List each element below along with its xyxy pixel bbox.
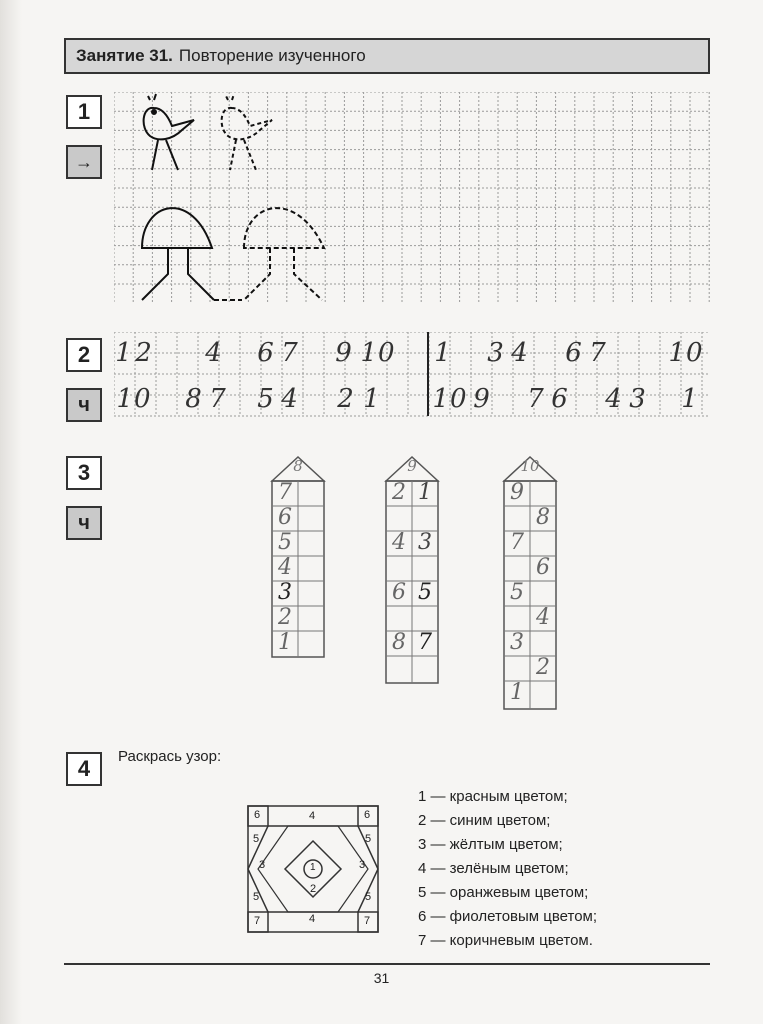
house-cell [386,555,412,580]
num-cell: 7 [589,338,607,368]
num-cell: 10 [668,338,704,368]
number-row-1-right [432,334,706,368]
number-row-2-left [114,380,386,414]
num-cell: 7 [281,338,299,368]
house-cell: 3 [278,580,292,605]
pattern-label-3: 3 [359,859,366,871]
bird-drawing-solid [144,94,194,170]
num-cell: 10 [360,338,396,368]
legend-item: 1 — красным цветом; [418,788,568,805]
num-cell: 8 [185,384,203,414]
legend-item: 6 — фиолетовым цветом; [418,908,598,925]
task-4-number: 4 [66,752,102,786]
pattern-label-4: 4 [309,913,316,925]
house-cell [504,555,530,580]
house-cell: 2 [536,655,550,680]
num-cell: 1 [434,338,452,368]
house-cell: 1 [418,480,432,505]
mushroom-drawing-dashed [214,208,324,300]
house-cell: 4 [392,530,406,555]
house-roof-number: 8 [293,457,303,475]
task-2-marker: ч [66,388,102,422]
house-cell: 6 [278,505,292,530]
house-left-column [386,480,412,655]
number-row-2-right [430,380,704,414]
num-cell: 10 [432,384,468,414]
house-cell: 3 [418,530,432,555]
num-cell: 7 [527,384,545,414]
num-cell: 3 [629,384,647,414]
pattern-label-5: 5 [365,891,372,903]
legend-item: 7 — коричневым цветом. [418,932,593,949]
num-cell: 1 [363,384,381,414]
house-cell: 6 [392,580,406,605]
lesson-title: Повторение изученного [178,46,366,65]
pattern-label-2: 2 [310,883,317,895]
task-3-number: 3 [66,456,102,490]
task-3-marker: ч [66,506,102,540]
house-cell: 4 [278,555,292,580]
legend-item: 3 — жёлтым цветом; [418,836,563,853]
house-cell: 7 [510,530,524,555]
num-cell: 2 [135,338,153,368]
pattern-label-5: 5 [253,833,260,845]
num-cell: 9 [335,338,353,368]
house-cell [530,580,556,605]
house-left-column [272,480,298,655]
house-cell: 8 [536,505,550,530]
num-cell: 6 [565,338,583,368]
num-cell: 5 [257,384,275,414]
house-cell: 2 [392,480,406,505]
house-cell: 7 [418,630,432,655]
pattern-label-7: 7 [254,915,261,927]
legend-item: 2 — синим цветом; [418,812,551,829]
house-cell [412,605,438,630]
pattern-label-4: 4 [309,810,316,822]
legend-item: 5 — оранжевым цветом; [418,884,589,901]
num-cell: 4 [281,384,299,414]
num-cell: 2 [337,384,355,414]
house-cell [530,630,556,655]
house-cell: 2 [278,605,292,630]
task-1-grid [114,92,712,304]
house-cell [530,480,556,505]
house-cell [412,555,438,580]
legend-item: 4 — зелёным цветом; [418,860,569,877]
pattern-label-6: 6 [364,809,371,821]
house-cell: 9 [510,480,524,505]
num-cell: 6 [551,384,569,414]
house-cell: 8 [392,630,406,655]
number-row-1-left [114,334,398,368]
lesson-label: Занятие 31. [76,46,173,65]
num-cell: 1 [681,384,699,414]
page-gutter-shadow [0,0,22,1024]
pattern-label-6: 6 [254,809,261,821]
num-cell: 4 [605,384,623,414]
house-cell [530,530,556,555]
color-legend [418,785,597,953]
pattern-label-1: 1 [310,862,316,873]
house-cell: 6 [536,555,550,580]
pattern-label-5: 5 [365,833,372,845]
num-cell: 4 [205,338,223,368]
pattern-label-3: 3 [259,859,266,871]
house-right-column [530,480,556,680]
house-cell [504,605,530,630]
task-1-number: 1 [66,95,102,129]
house-cell: 3 [510,630,524,655]
num-cell: 7 [209,384,227,414]
house-cell: 7 [278,480,292,505]
footer-divider [64,963,710,965]
pattern-label-7: 7 [364,915,371,927]
house-cell [386,605,412,630]
arrow-marker: → [66,145,102,179]
house-roof-number: 10 [520,457,540,475]
house-cell [386,505,412,530]
house-cell: 5 [278,530,292,555]
house-cell: 5 [418,580,432,605]
num-cell: 10 [116,384,152,414]
num-cell: 4 [511,338,529,368]
house-cell [504,655,530,680]
num-cell: 1 [115,338,133,368]
house-left-column [504,480,530,705]
house-cell: 4 [536,605,550,630]
task-4-instruction: Раскрась узор: [118,748,222,765]
house-roof-number: 9 [407,457,417,475]
house-cell [412,505,438,530]
num-cell: 3 [487,338,505,368]
house-cell [504,505,530,530]
pattern-labels [247,805,379,933]
house-cell: 5 [510,580,524,605]
page-number: 31 [373,970,390,986]
num-cell: 9 [473,384,491,414]
lesson-header [64,38,710,74]
house-right-column [412,480,438,655]
num-cell: 6 [257,338,275,368]
pattern-label-5: 5 [253,891,260,903]
task-2-number: 2 [66,338,102,372]
house-cell: 1 [510,680,524,705]
house-cell: 1 [278,630,292,655]
